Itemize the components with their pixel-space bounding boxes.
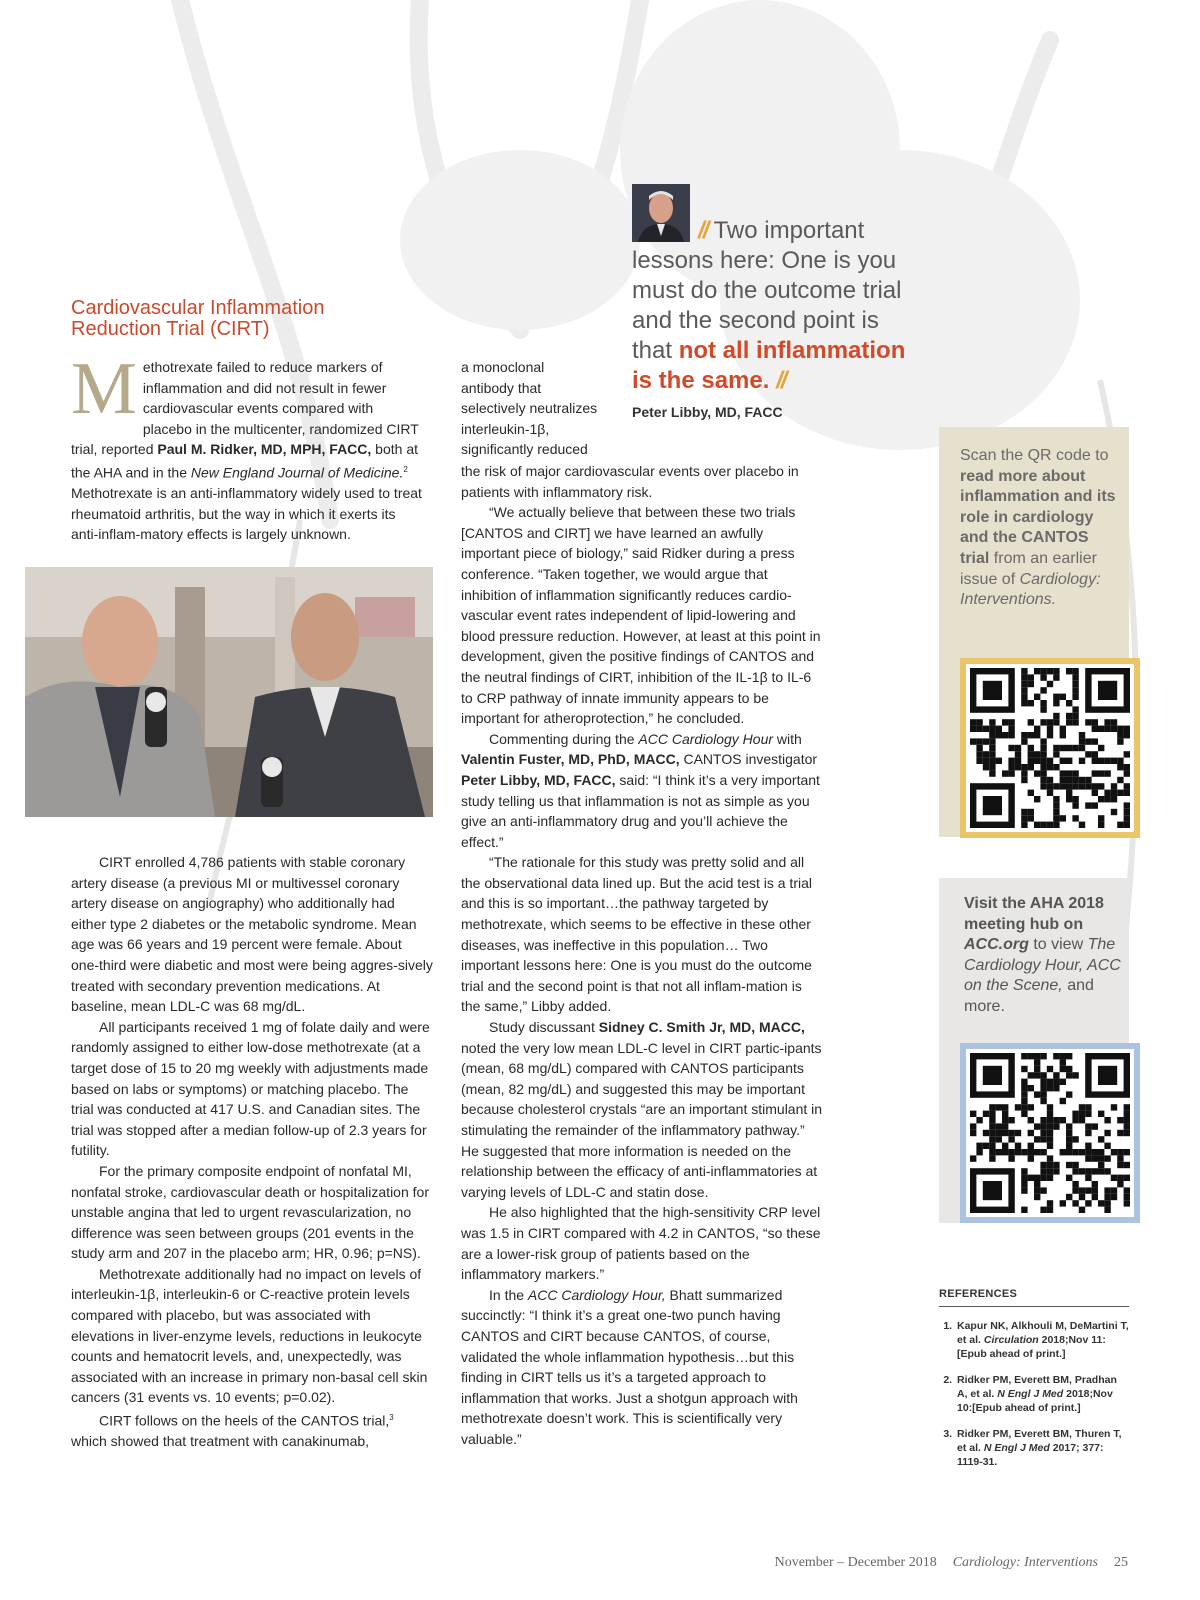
col1-paragraph-3: For the primary composite endpoint of nonfatal MI, nonfatal stroke, cardiovascular death or hospitalization for unstable angina that led to urgent revascularization, no difference was seen between groups (201 events in the study arm and 207 in the placebo arm; HR, 0.96; p=NS). (71, 1162, 429, 1262)
ref2-authors: Ridker PM, Everett BM, Pradhan A, et al. (957, 1374, 1117, 1400)
qr-code-1[interactable] (960, 658, 1140, 838)
intro-journal: New England Journal of Medicine. (190, 464, 404, 481)
ref3-journal: N Engl J Med (983, 1442, 1050, 1454)
footer-page-number: 25 (1114, 1555, 1128, 1570)
sb2-t2[interactable]: ACC.org (964, 936, 1029, 954)
column-2-body (461, 461, 823, 1450)
col2-lead-continued: the risk of major cardiovascular events over placebo in patients with inflammatory risk. (461, 463, 799, 500)
ref3-details: 2017; 377: 1119-31. (957, 1442, 1104, 1468)
references-heading: REFERENCES (939, 1288, 1129, 1307)
col2-paragraph-2: “We actually believe that between these two trials [CANTOS and CIRT] we have learned an awfully important piece of biology,” said Ridker during a press conference. “Taken together, we would argue that inhibition of inflammation significantly reduces cardio-vascular event rates independent of lipid-lowering and blood pressure reduction. However, at least at this point in development, given the positive findings of CANTOS and the neutral findings of CIRT, inhibition of the IL-1β to IL-6 to CRP pathway of innate immunity appears to be important for atheroprotection,” he concluded. (461, 504, 821, 727)
col2-paragraph-4: “The rationale for this study was pretty solid and all the observational data lined up. But the acid test is a trial and this is so important…the pathway targeted by methotrexate, which seems to be effective in these other diseases, was ineffective in this population… Two important lessons here: One is you must do the outcome trial and the second point is that not all inflam-mation is the same,” Libby added. (461, 854, 812, 1015)
headline-line-2: Reduction Trial (CIRT) (71, 318, 270, 340)
references-list (939, 1319, 1129, 1469)
qr-code-2-art (960, 1043, 1140, 1223)
col2-p3-b: with (773, 730, 802, 747)
column-1-body (71, 852, 433, 1452)
sb2-t4: The Cardiology Hour, ACC on the Scene, (964, 936, 1121, 995)
pullquote (632, 216, 922, 396)
col1-p5-b: which showed that treatment with canakinumab, (71, 1433, 370, 1450)
reference-item (955, 1427, 1129, 1469)
col2-p3-d: said: “I think it’s a very important study telling us that inflammation is not as simple as you give an anti-inflammatory drug and you’ll achieve the effect.” (461, 771, 820, 850)
col1-p5-a: CIRT follows on the heels of the CANTOS trial, (99, 1412, 390, 1429)
column-2-lead (461, 357, 601, 460)
sb2-t5: and more. (964, 977, 1094, 1015)
col1-p5-ref: 3 (389, 1413, 394, 1423)
sb1-t1: Scan the QR code to (960, 447, 1109, 464)
col2-p3-a: Commenting during the (489, 730, 639, 747)
footer-publication: Cardiology: Interventions (952, 1555, 1098, 1570)
ref3-authors: Ridker PM, Everett BM, Thuren T, et al. (957, 1428, 1122, 1454)
col2-p5-a: Study discussant (489, 1019, 599, 1036)
reference-item (955, 1373, 1129, 1415)
col2-p3-c: CANTOS investigator (679, 751, 818, 768)
drop-cap: M (71, 348, 137, 430)
col2-paragraph-6: He also highlighted that the high-sensitivity CRP level was 1.5 in CIRT compared with 4.2 in CANTOS, “so these are a lower-risk group of patients based on the inflammatory markers.” (461, 1204, 821, 1283)
quote-close-mark: // (776, 367, 786, 394)
col2-p5-b: noted the very low mean LDL-C level in CIRT partic-ipants (mean, 68 mg/dL) compared with CANTOS participants (mean, 82 mg/dL) and suggested this may be important because cholesterol crystals “are an important stimulant in stimulating the remainder of the inflammatory pathway.” He suggested that more information is needed on the relationship between the efficacy of anti-inflammatories at varying levels of LDL-C and statin dose. (461, 1039, 823, 1200)
intro-ref: 2 (403, 464, 408, 474)
ref2-journal: N Engl J Med (997, 1388, 1064, 1400)
intro-text-2: both at the AHA and in the (71, 441, 418, 481)
pullquote-highlight: not all inflammation is the same. (632, 337, 906, 394)
qr-code-2[interactable] (960, 1043, 1140, 1223)
col1-paragraph-1: CIRT enrolled 4,786 patients with stable coronary artery disease (a previous MI or multivessel coronary artery disease on angiography) who additionally had either type 2 diabetes or the metabolic syndrome. Mean age was 66 years and 19 percent were female. About one-third were diabetic and most were being aggres-sively treated with secondary prevention medications. At baseline, mean LDL-C was 68 mg/dL. (71, 854, 433, 1015)
ref2-details: 2018;Nov 10:[Epub ahead of print.] (957, 1388, 1113, 1414)
col2-paragraph-3 (461, 729, 823, 853)
ref1-details: 2018;Nov 11:[Epub ahead of print.] (957, 1334, 1106, 1360)
footer-date: November – December 2018 (774, 1555, 937, 1570)
col2-p7-b: Bhatt summarized succinctly: “I think it’s a great one-two punch having CANTOS and CIRT because CANTOS, of course, validated the whole inflammation hypothesis…but this finding in CIRT tells us it’s a targeted approach to inflammation that works. Just a shotgun approach with methotrexate doesn’t work. This is scientifically very valuable.” (461, 1286, 798, 1447)
col2-p7-hour: ACC Cardiology Hour, (527, 1286, 666, 1303)
intro-text-1: ethotrexate failed to reduce markers of inflammation and did not result in fewer cardiovascular events compared with placebo in the multicenter, randomized CIRT trial, reported (71, 359, 419, 458)
article-headline (71, 298, 371, 340)
page-footer (775, 1555, 1128, 1571)
intro-author: Paul M. Ridker, MD, MPH, FACC, (157, 441, 372, 458)
sb2-t1: Visit the AHA 2018 meeting hub on (964, 895, 1104, 933)
interview-photo-art (25, 567, 433, 817)
ref1-authors: Kapur NK, Alkhouli M, DeMartini T, et al. (957, 1320, 1129, 1346)
pullquote-attribution: Peter Libby, MD, FACC (632, 404, 783, 420)
col2-p3-hour: ACC Cardiology Hour (638, 730, 774, 747)
col1-paragraph-2: All participants received 1 mg of folate daily and were randomly assigned to either low-dose methotrexate (at a target dose of 15 to 20 mg weekly with adjustments made based on labs or symptoms) or matching placebo. The trial was conducted at 417 U.S. and Canadian sites. The trial was stopped after a median follow-up of 2.3 years for futility. (71, 1018, 430, 1159)
pullquote-text: Two important lessons here: One is you must do the outcome trial and the second point is that (632, 217, 902, 364)
interview-photo (25, 567, 433, 817)
col2-p3-fuster: Valentin Fuster, MD, PhD, MACC, (461, 751, 680, 768)
sb1-t4: Cardiology: Interventions. (960, 570, 1101, 609)
sb1-t2: read more about inflammation and its role in cardiology and the CANTOS trial (960, 467, 1116, 567)
references (939, 1288, 1129, 1481)
intro-paragraph (71, 348, 426, 545)
reference-item (955, 1319, 1129, 1361)
col1-paragraph-4: Methotrexate additionally had no impact on levels of interleukin-1β, interleukin-6 or C-reactive protein levels compared with placebo, but was associated with elevations in liver-enzyme levels, reductions in leukocyte counts and hematocrit levels, and, unexpectedly, was associated with an increase in primary non-basal cell skin cancers (31 events vs. 10 events; p=0.02). (71, 1265, 428, 1406)
sb1-t3: from an earlier issue of (960, 549, 1097, 588)
col2-p3-libby: Peter Libby, MD, FACC, (461, 771, 616, 788)
ref1-journal: Circulation (983, 1334, 1039, 1346)
quote-open-mark: // (698, 217, 708, 244)
qr-sidebar-1-text (960, 446, 1120, 611)
qr-sidebar-2-text (964, 894, 1124, 1018)
col2-paragraph-5 (461, 1017, 823, 1202)
col1-paragraph-5 (71, 1408, 433, 1452)
sb2-t3: to view (1028, 936, 1088, 954)
qr-code-1-art (960, 658, 1140, 838)
intro-text-3: Methotrexate is an anti-inflammatory widely used to treat rheumatoid arthritis, but the way in which it exerts its anti-inflam-matory effects is largely unknown. (71, 485, 422, 543)
col2-lead-text: a monoclonal antibody that selectively neutralizes interleukin-1β, significantly reduced (461, 359, 598, 458)
col2-paragraph-7 (461, 1285, 823, 1450)
headline-line-1: Cardiovascular Inflammation (71, 297, 325, 319)
col2-p7-a: In the (489, 1286, 528, 1303)
col2-p5-smith: Sidney C. Smith Jr, MD, MACC, (598, 1019, 805, 1036)
